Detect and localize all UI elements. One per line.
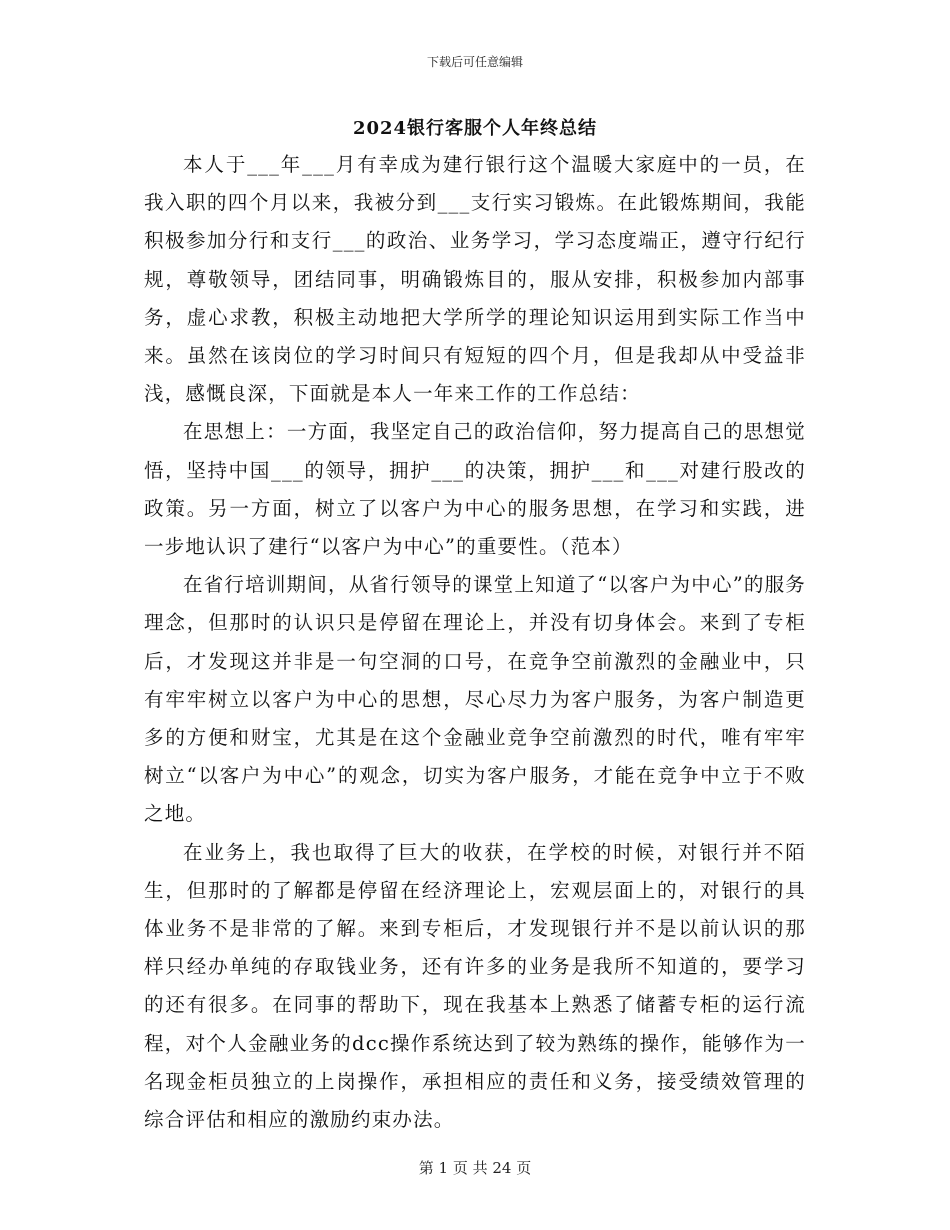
page-footer: 第 1 页 共 24 页: [418, 1159, 532, 1177]
document-body: [144, 146, 806, 1139]
paragraph: 在业务上，我也取得了巨大的收获，在学校的时候，对银行并不陌生，但那时的了解都是停留在经济理论上，宏观层面上的，对银行的具体业务不是非常的了解。来到专柜后，才发现银行并不是以前认识的那样只经办单纯的存取钱业务，还有许多的业务是我所不知道的，要学习的还有很多。在同事的帮助下，现在我基本上熟悉了储蓄专柜的运行流程，对个人金融业务的dcc操作系统达到了较为熟练的操作，能够作为一名现金柜员独立的上岗操作，承担相应的责任和义务，接受绩效管理的综合评估和相应的激励约束办法。: [144, 840, 806, 1132]
header-note: 下载后可任意编辑: [426, 55, 523, 69]
paragraph: 在省行培训期间，从省行领导的课堂上知道了“以客户为中心”的服务理念，但那时的认识只是停留在理论上，并没有切身体会。来到了专柜后，才发现这并非是一句空洞的口号，在竞争空前激烈的金融业中，只有牢牢树立以客户为中心的思想，尽心尽力为客户服务，为客户制造更多的方便和财宝，尤其是在这个金融业竞争空前激烈的时代，唯有牢牢树立“以客户为中心”的观念，切实为客户服务，才能在竞争中立于不败之地。: [144, 573, 806, 826]
paragraph: 在思想上：一方面，我坚定自己的政治信仰，努力提高自己的思想觉悟，坚持中国___的领导，拥护___的决策，拥护___和___对建行股改的政策。另一方面，树立了以客户为中心的服务思想，在学习和实践，进一步地认识了建行“以客户为中心”的重要性。（范本）: [144, 420, 806, 559]
document-title: 2024银行客服个人年终总结: [352, 118, 598, 139]
paragraph: 本人于___年___月有幸成为建行银行这个温暖大家庭中的一员，在我入职的四个月以来，我被分到___支行实习锻炼。在此锻炼期间，我能积极参加分行和支行___的政治、业务学习，学习态度端正，遵守行纪行规，尊敬领导，团结同事，明确锻炼目的，服从安排，积极参加内部事务，虚心求教，积极主动地把大学所学的理论知识运用到实际工作当中来。虽然在该岗位的学习时间只有短短的四个月，但是我却从中受益非浅，感慨良深，下面就是本人一年来工作的工作总结：: [144, 153, 806, 406]
